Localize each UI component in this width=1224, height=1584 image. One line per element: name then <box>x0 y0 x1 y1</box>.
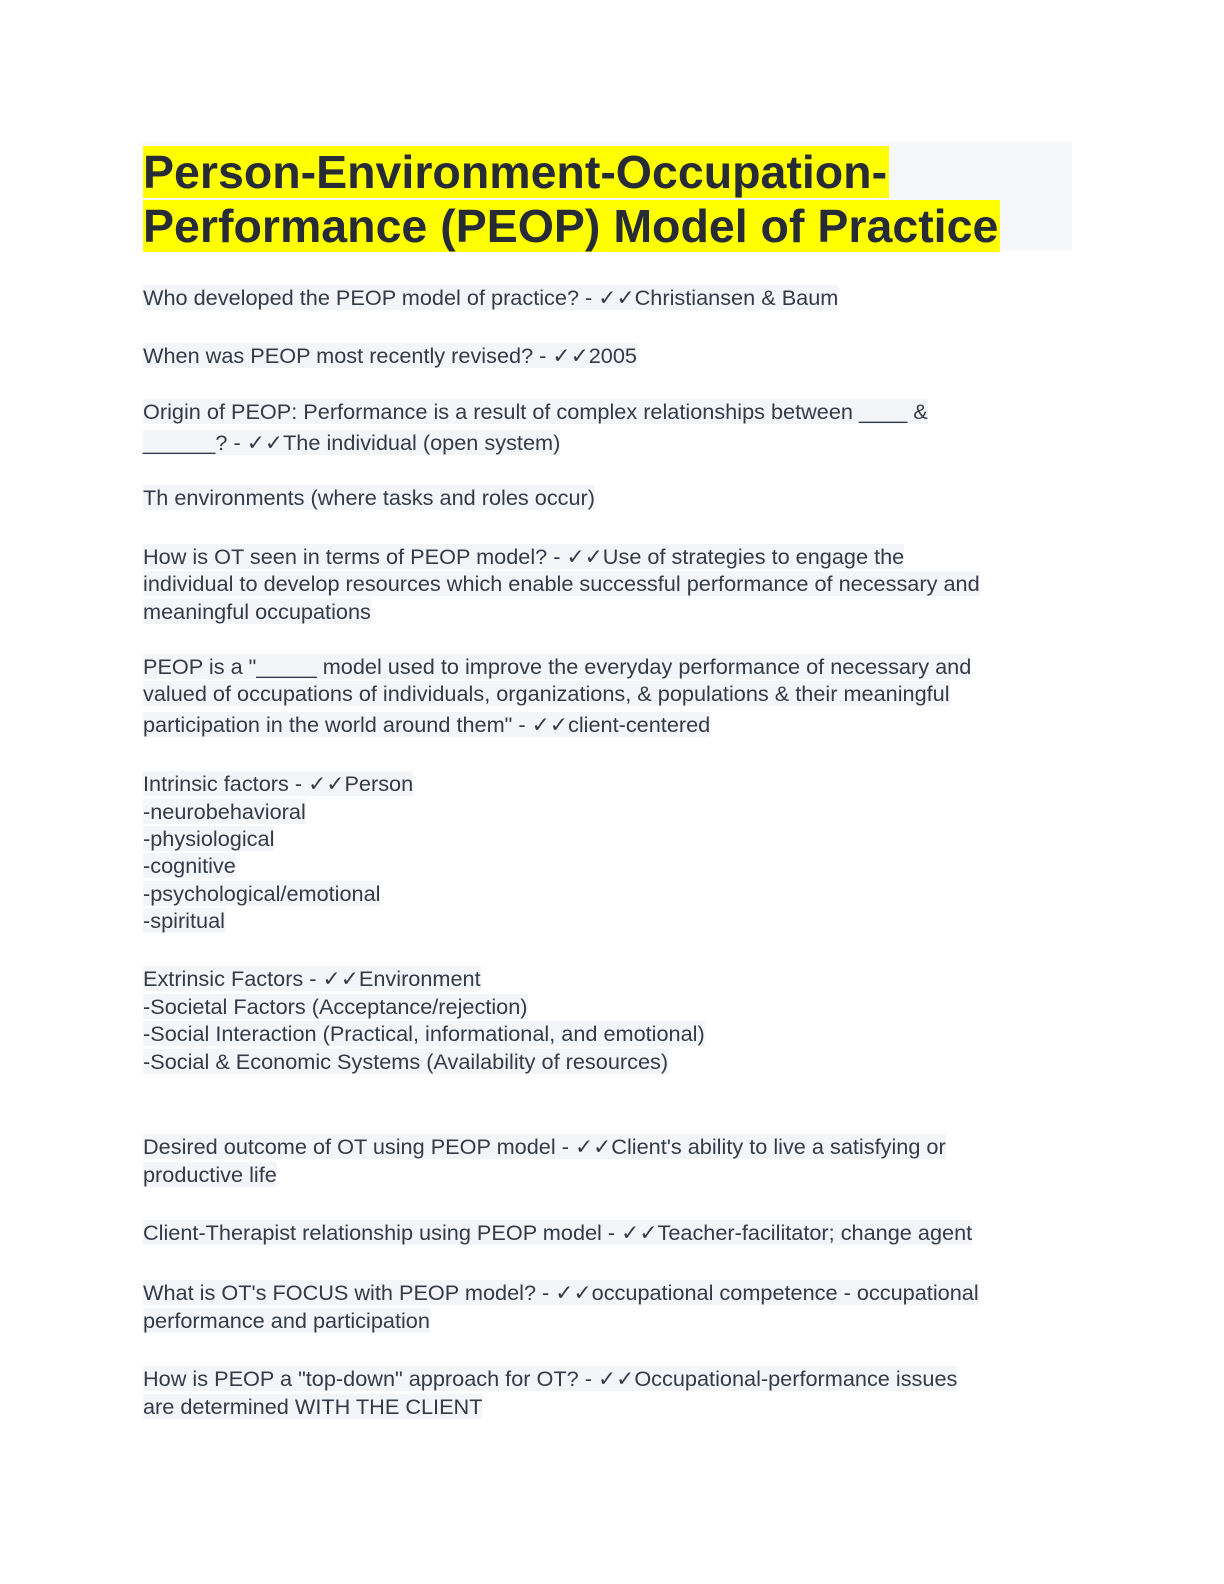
qa-line: Th environments (where tasks and roles occur) <box>143 485 596 510</box>
qa-line: performance and participation <box>143 1308 430 1333</box>
qa-line: Who developed the PEOP model of practice? - ✓✓Christiansen & Baum <box>143 285 839 310</box>
qa-line: Client-Therapist relationship using PEOP model - ✓✓Teacher-facilitator; change agent <box>143 1220 973 1245</box>
list-item: -physiological <box>143 826 275 851</box>
qa-line: ______? - ✓✓The individual (open system) <box>143 430 561 455</box>
document-title-line-1: Person-Environment-Occupation- <box>143 146 888 198</box>
list-item: -Social Interaction (Practical, informational, and emotional) <box>143 1021 705 1046</box>
qa-line: valued of occupations of individuals, organizations, & populations & their meaningful <box>143 681 950 706</box>
qa-line: participation in the world around them" - ✓✓client-centered <box>143 712 711 737</box>
list-item: -cognitive <box>143 853 236 878</box>
qa-line: Desired outcome of OT using PEOP model - ✓✓Client's ability to live a satisfying or <box>143 1134 946 1159</box>
qa-line: productive life <box>143 1162 277 1187</box>
list-item: -psychological/emotional <box>143 881 381 906</box>
qa-line: How is OT seen in terms of PEOP model? - ✓✓Use of strategies to engage the <box>143 544 905 569</box>
qa-line: Origin of PEOP: Performance is a result of complex relationships between ____ & <box>143 399 928 424</box>
qa-line: When was PEOP most recently revised? - ✓✓2005 <box>143 343 637 368</box>
qa-line: What is OT's FOCUS with PEOP model? - ✓✓occupational competence - occupational <box>143 1280 979 1305</box>
qa-line: meaningful occupations <box>143 599 371 624</box>
qa-line: Intrinsic factors - ✓✓Person <box>143 771 414 796</box>
qa-line: are determined WITH THE CLIENT <box>143 1394 483 1419</box>
list-item: -neurobehavioral <box>143 799 306 824</box>
list-item: -spiritual <box>143 908 225 933</box>
qa-line: individual to develop resources which enable successful performance of necessary and <box>143 571 980 596</box>
qa-line: How is PEOP a "top-down" approach for OT? - ✓✓Occupational-performance issues <box>143 1366 958 1391</box>
list-item: -Social & Economic Systems (Availability of resources) <box>143 1049 669 1074</box>
list-item: -Societal Factors (Acceptance/rejection) <box>143 994 528 1019</box>
qa-line: PEOP is a "_____ model used to improve the everyday performance of necessary and <box>143 654 972 679</box>
document-title-line-2: Performance (PEOP) Model of Practice <box>143 200 999 252</box>
qa-line: Extrinsic Factors - ✓✓Environment <box>143 966 481 991</box>
